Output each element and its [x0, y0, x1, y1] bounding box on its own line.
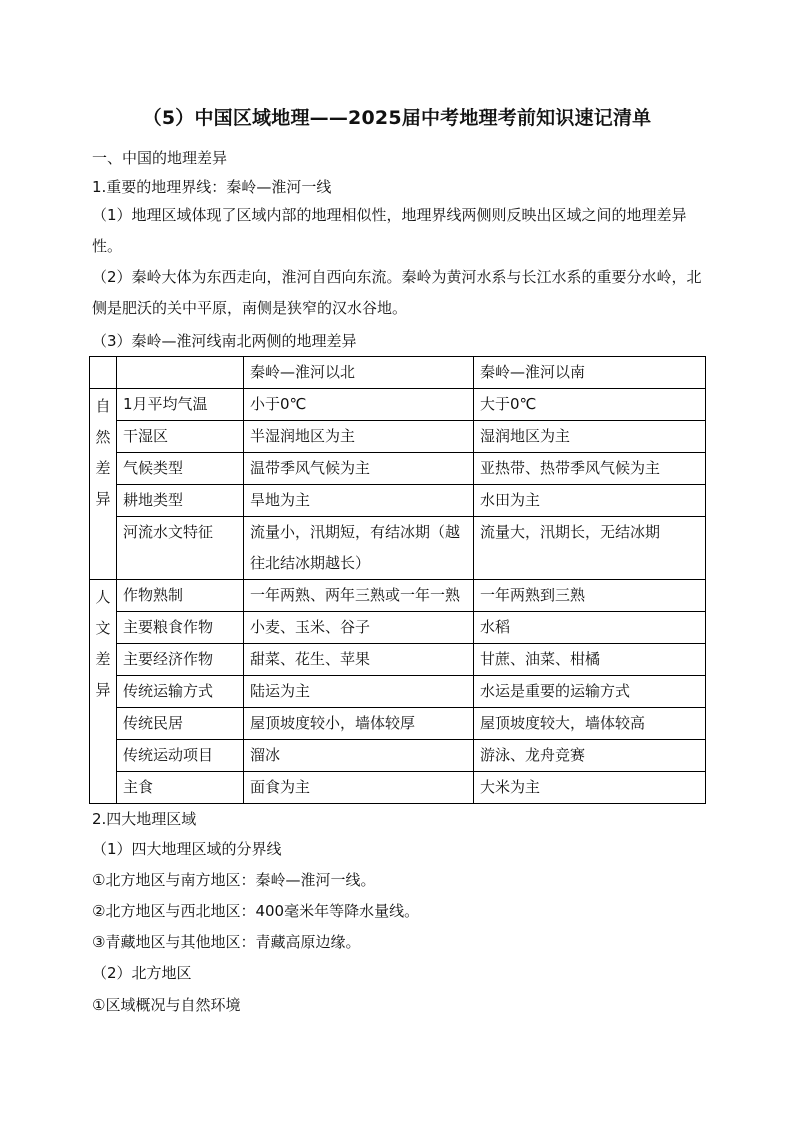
list-item: ③青藏地区与其他地区：青藏高原边缘。: [92, 933, 361, 951]
row-item: 主要经济作物: [117, 644, 244, 676]
row-south: 亚热带、热带季风气候为主: [474, 453, 706, 485]
row-item: 气候类型: [117, 453, 244, 485]
paragraph-2: （2）秦岭大体为东西走向，淮河自西向东流。秦岭为黄河水系与长江水系的重要分水岭，北侧是肥沃的关中平原，南侧是狭窄的汉水谷地。: [92, 268, 702, 317]
row-item: 传统运输方式: [117, 676, 244, 708]
row-item: 作物熟制: [117, 580, 244, 612]
table-row: [90, 453, 706, 485]
list-item: ②北方地区与西北地区：400毫米年等降水量线。: [92, 902, 420, 920]
difference-table: [89, 356, 706, 804]
row-south: 甘蔗、油菜、柑橘: [474, 644, 706, 676]
table-row: [90, 485, 706, 517]
table-header-north: 秦岭—淮河以北: [244, 357, 474, 389]
section-heading-2: 2.四大地理区域: [92, 810, 197, 828]
row-south: 大米为主: [474, 772, 706, 804]
row-north: 甜菜、花生、苹果: [244, 644, 474, 676]
row-item: 河流水文特征: [117, 517, 244, 580]
table-row: [90, 389, 706, 421]
subheading-1: 1.重要的地理界线：秦岭—淮河一线: [92, 178, 332, 196]
human-difference-label: 人 文 差 异: [90, 580, 117, 804]
natural-difference-label: 自 然 差 异: [90, 389, 117, 580]
row-item: 传统运动项目: [117, 740, 244, 772]
table-row: [90, 772, 706, 804]
table-header-south: 秦岭—淮河以南: [474, 357, 706, 389]
table-row: [90, 421, 706, 453]
table-row: [90, 740, 706, 772]
list-item: ①北方地区与南方地区：秦岭—淮河一线。: [92, 871, 376, 889]
paragraph-3: （3）秦岭—淮河线南北两侧的地理差异: [92, 332, 357, 350]
row-item: 1月平均气温: [117, 389, 244, 421]
row-north: 旱地为主: [244, 485, 474, 517]
paragraph-1: （1）地理区域体现了区域内部的地理相似性，地理界线两侧则反映出区域之间的地理差异性。: [92, 206, 687, 255]
list-item: ①区域概况与自然环境: [92, 996, 241, 1014]
row-south: 湿润地区为主: [474, 421, 706, 453]
section-heading-1: 一、中国的地理差异: [92, 149, 228, 167]
table-row: [90, 708, 706, 740]
row-north: 溜冰: [244, 740, 474, 772]
page-title: （5）中国区域地理——2025届中考地理考前知识速记清单: [142, 107, 652, 129]
table-row: [90, 676, 706, 708]
row-north: 流量小，汛期短，有结冰期（越往北结冰期越长）: [244, 517, 474, 580]
table-header-cell: [90, 357, 117, 389]
table-row: [90, 644, 706, 676]
table-header-row: [90, 357, 706, 389]
row-item: 主食: [117, 772, 244, 804]
row-north: 半湿润地区为主: [244, 421, 474, 453]
row-north: 一年两熟、两年三熟或一年一熟: [244, 580, 474, 612]
table-row: [90, 612, 706, 644]
table-row: [90, 517, 706, 580]
paragraph-north-region: （2）北方地区: [92, 964, 192, 982]
table-header-cell: [117, 357, 244, 389]
row-south: 大于0℃: [474, 389, 706, 421]
row-north: 屋顶坡度较小，墙体较厚: [244, 708, 474, 740]
row-north: 温带季风气候为主: [244, 453, 474, 485]
row-north: 陆运为主: [244, 676, 474, 708]
row-south: 一年两熟到三熟: [474, 580, 706, 612]
row-south: 游泳、龙舟竞赛: [474, 740, 706, 772]
row-south: 水稻: [474, 612, 706, 644]
row-item: 传统民居: [117, 708, 244, 740]
row-south: 屋顶坡度较大，墙体较高: [474, 708, 706, 740]
row-north: 小麦、玉米、谷子: [244, 612, 474, 644]
row-north: 小于0℃: [244, 389, 474, 421]
row-south: 水运是重要的运输方式: [474, 676, 706, 708]
row-south: 流量大，汛期长，无结冰期: [474, 517, 706, 580]
table-row: [90, 580, 706, 612]
row-item: 耕地类型: [117, 485, 244, 517]
row-item: 干湿区: [117, 421, 244, 453]
paragraph-boundaries: （1）四大地理区域的分界线: [92, 840, 282, 858]
row-south: 水田为主: [474, 485, 706, 517]
row-north: 面食为主: [244, 772, 474, 804]
row-item: 主要粮食作物: [117, 612, 244, 644]
